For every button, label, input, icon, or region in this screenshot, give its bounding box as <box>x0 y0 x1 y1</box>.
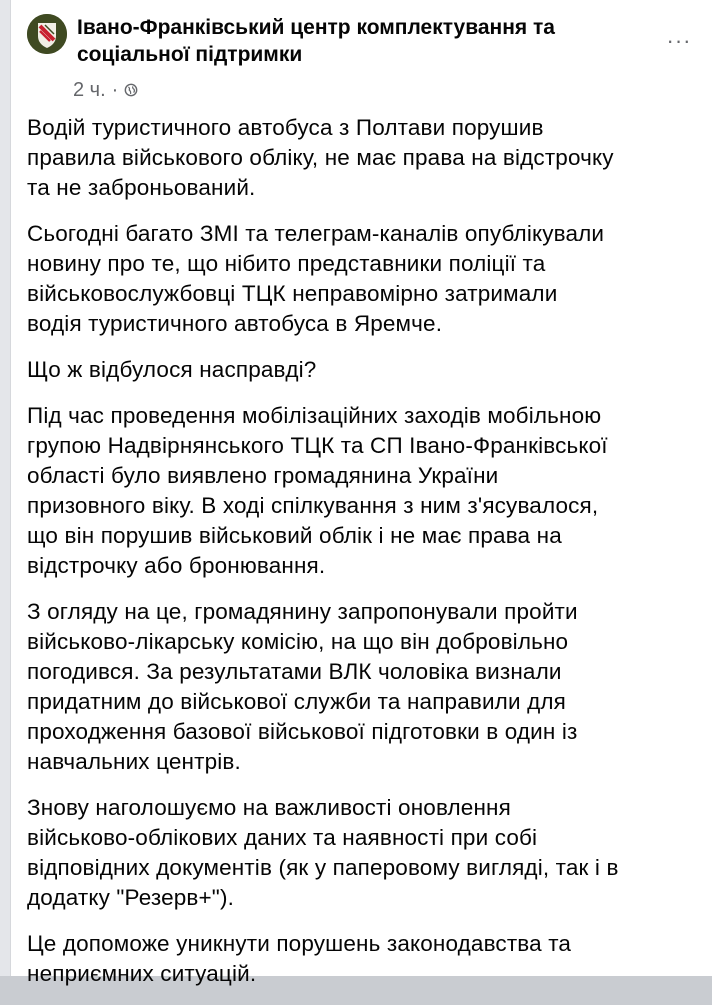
more-options-button[interactable] <box>663 26 695 56</box>
post-header <box>11 0 712 110</box>
page-avatar[interactable] <box>27 14 67 54</box>
post-timestamp[interactable]: 2 ч. <box>73 78 106 101</box>
post-paragraph: З огляду на це, громадянину запропонували пройти військово-лікарську комісію, на що він добровільно погодився. За результатами ВЛК чоловіка визнали придатним до військової служби та направили для проходження базової військової підготовки в один із навчальних центрів. <box>27 599 578 774</box>
emblem-icon <box>27 14 67 54</box>
page-name-link[interactable]: Івано-Франківський центр комплектування та соціальної підтримки <box>77 16 555 66</box>
globe-icon <box>124 83 138 97</box>
post-card <box>10 0 712 986</box>
post-paragraph: Що ж відбулося насправді? <box>27 357 317 382</box>
post-meta <box>73 78 138 102</box>
more-options-icon: ··· <box>666 28 692 53</box>
post-paragraph: Це допоможе уникнути порушень законодавства та неприємних ситуацій. <box>27 931 572 986</box>
post-text <box>27 113 707 1005</box>
post-paragraph: Під час проведення мобілізаційних заходів мобільною групою Надвірнянського ТЦК та СП Івано-Франківської області було виявлено громадянина України призовного віку. В ході спілкування з ним з'ясувалося, що він порушив військовий облік і не має права на відстрочку або бронювання. <box>27 403 608 578</box>
post-paragraph: Сьогодні багато ЗМІ та телеграм-каналів опублікували новину про те, що нібито представники поліції та військовослужбовці ТЦК неправомірно затримали водія туристичного автобуса в Яремче. <box>27 221 605 336</box>
post-paragraph: Водій туристичного автобуса з Полтави порушив правила військового обліку, не має права на відстрочку та не заброньований. <box>27 115 614 200</box>
post-paragraph: Знову наголошуємо на важливості оновлення військово-облікових даних та наявності при собі відповідних документів (як у паперовому вигляді, так і в додатку "Резерв+"). <box>27 795 619 910</box>
meta-separator: · <box>111 78 119 101</box>
